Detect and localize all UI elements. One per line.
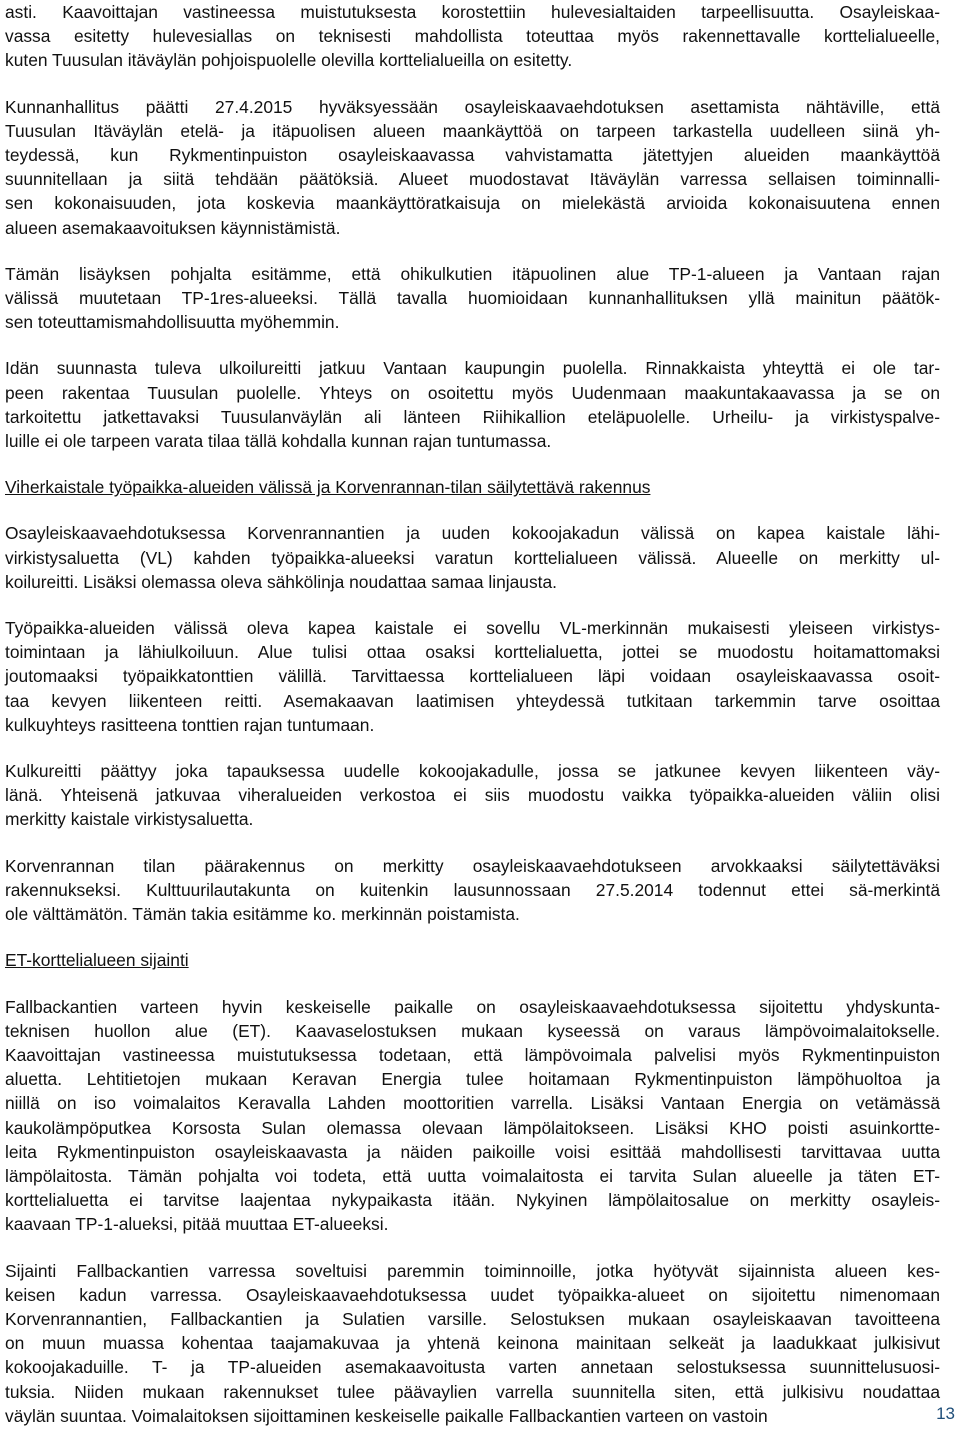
paragraph: [5, 356, 940, 453]
text-line: Korvenrannantien, Fallbackantien ja Sulatien varsille. Selostuksen mukaan osayleiskaavan tavoitteena: [5, 1308, 940, 1329]
text-line: Sijainti Fallbackantien varressa soveltuisi paremmin toiminnoille, jotka hyötyvät sijainnista alueen kes-: [5, 1260, 940, 1281]
text-line: vassa esitetty hulevesiallas on teknisesti mahdollista toteuttaa myös rakennettavalle korttelialueelle,: [5, 26, 940, 47]
text-line: Kunnanhallitus päätti 27.4.2015 hyväksyessään osayleiskaavaehdotuksen asettamista nähtäville, että: [5, 96, 940, 117]
paragraph-gap: [5, 973, 940, 995]
paragraph-gap: [5, 832, 940, 854]
text-line: Osayleiskaavaehdotuksessa Korvenrannantien ja uuden kokoojakadun välissä on kapea kaistale lähi-: [5, 523, 940, 544]
text-line: kaukolämpöputkea Korsosta Sulan olemassa olevaan lämpölaitokseen. Lisäksi KHO poisti asuinkortte-: [5, 1117, 940, 1138]
text-line: keisen kadun varressa. Osayleiskaavaehdotuksessa uudet työpaikka-alueet on sijoitettu nimenomaan: [5, 1284, 940, 1305]
paragraph-gap: [5, 926, 940, 948]
section-heading: [5, 948, 940, 972]
paragraph-gap: [5, 1237, 940, 1259]
text-line: teknisen huollon alue (ET). Kaavaselostuksen mukaan kyseessä on varaus lämpövoimalaitokselle.: [5, 1020, 940, 1041]
text-line: kulkuyhteys rasitteena tonttien rajan tuntumaan.: [5, 714, 375, 735]
section-heading-text: ET-korttelialueen sijainti: [5, 950, 189, 971]
text-line: Tämän lisäyksen pohjalta esitämme, että ohikulkutien itäpuolinen alue TP-1-alueen ja Vantaan rajan: [5, 263, 940, 284]
text-line: kuten Tuusulan itäväylän pohjoispuolelle olevilla korttelialueilla on esitetty.: [5, 50, 573, 71]
section-heading: [5, 475, 940, 499]
text-line: Kulkureitti päättyy joka tapauksessa uudelle kokoojakadulle, jossa se jatkunee kevyen liikenteen väy-: [5, 761, 940, 782]
text-line: toimintaan ja lähiulkoiluun. Alue tulisi ottaa osaksi korttelialuetta, jottei se muodostu hoitamattomaksi: [5, 642, 940, 663]
text-line: välissä muutetaan TP-1res-alueeksi. Tällä tavalla huomioidaan kunnanhallituksen yllä mainitun päätök-: [5, 288, 940, 309]
paragraph-gap: [5, 737, 940, 759]
text-line: leita Rykmentinpuiston osayleiskaavasta ja näiden paikoille voisi esittää mahdollisesti tarvittavaa uutta: [5, 1141, 940, 1162]
text-line: Idän suunnasta tuleva ulkoilureitti jatkuu Vantaan kaupungin puolella. Rinnakkaista yhteyttä ei ole tar-: [5, 358, 940, 379]
paragraph: [5, 1259, 940, 1428]
paragraph-gap: [5, 499, 940, 521]
text-line: korttelialuetta ei tarvitse laajentaa nykypaikasta itään. Nykyinen lämpölaitosalue on merkitty osayleis-: [5, 1190, 940, 1211]
paragraph-gap: [5, 73, 940, 95]
text-line: taa kevyen liikenteen reitti. Asemakaavan laatimisen yhteydessä tutkitaan tarkemmin tarve osoittaa: [5, 690, 940, 711]
text-line: suunnitellaan ja siitä tehdään päätöksiä. Alueet muodostavat Itäväylän varressa sellaisen toiminnalli-: [5, 169, 940, 190]
section-heading-text: Viherkaistale työpaikka-alueiden välissä ja Korvenrannan-tilan säilytettävä rakennus: [5, 477, 651, 498]
document-page: [5, 0, 940, 1428]
paragraph: [5, 995, 940, 1237]
text-line: tuksia. Niiden mukaan rakennukset tulee päävaylien varrella suunnitella siten, että julkisivu noudattaa: [5, 1381, 940, 1402]
paragraph-gap: [5, 240, 940, 262]
paragraph: [5, 0, 940, 73]
text-line: peen rakentaa Tuusulan puolelle. Yhteys on osoitettu myös Uudenmaan maakuntakaavassa ja se on: [5, 382, 940, 403]
text-line: kaavaan TP-1-alueksi, pitää muuttaa ET-alueeksi.: [5, 1214, 389, 1235]
text-line: Fallbackantien varteen hyvin keskeiselle paikalle on osayleiskaavaehdotuksessa sijoitettu yhdyskunta-: [5, 996, 940, 1017]
paragraph: [5, 95, 940, 240]
text-line: alueen asemakaavoituksen käynnistämistä.: [5, 217, 341, 238]
text-line: virkistysaluetta (VL) kahden työpaikka-alueeksi varatun korttelialueen välissä. Alueelle on merkitty ul-: [5, 547, 940, 568]
text-line: länä. Yhteisenä jatkuvaa viheralueiden verkostoa ei siis muodostu vaikka työpaikka-alueiden väliin olisi: [5, 785, 940, 806]
text-line: lämpölaitosta. Tämän pohjalta voi todeta, että uutta voimalaitosta ei tarvita Sulan alueelle ja täten ET-: [5, 1165, 940, 1186]
text-line: Kaavoittajan vastineessa muistutuksessa todetaan, että lämpövoimala palvelisi myös Rykmentinpuiston: [5, 1044, 940, 1065]
text-line: niillä on iso voimalaitos Keravalla Lahden moottoritien varrella. Lisäksi Vantaan Energia on vetämässä: [5, 1093, 940, 1114]
paragraph: [5, 521, 940, 594]
text-line: rakennukseksi. Kulttuurilautakunta on kuitenkin lausunnossaan 27.5.2014 todennut ettei sä-merkintä: [5, 879, 940, 900]
text-line: kokoojakaduille. T- ja TP-alueiden asemakaavoitusta varten annetaan selostuksessa suunnittelusuosi-: [5, 1357, 940, 1378]
text-line: tarkoitettu jatkettavaksi Tuusulanväylän ali länteen Riihikallion eteläpuolelle. Urheilu- ja virkistyspalve-: [5, 406, 940, 427]
paragraph: [5, 262, 940, 335]
text-line: Työpaikka-alueiden välissä oleva kapea kaistale ei sovellu VL-merkinnän mukaisesti yleiseen virkistys-: [5, 618, 940, 639]
text-line: merkitty kaistale virkistysaluetta.: [5, 809, 254, 830]
text-line: sen toteuttamismahdollisuutta myöhemmin.: [5, 312, 340, 333]
text-line: väylän suuntaa. Voimalaitoksen sijoittaminen keskeiselle paikalle Fallbackantien varteen on vastoin: [5, 1405, 768, 1426]
paragraph-gap: [5, 453, 940, 475]
text-line: teydessä, kun Rykmentinpuiston osayleiskaavassa vahvistamatta jätettyjen alueiden maankäyttöä: [5, 145, 940, 166]
paragraph: [5, 854, 940, 927]
paragraph-gap: [5, 594, 940, 616]
text-line: sen kokonaisuuden, jota koskevia maankäyttöratkaisuja on mielekästä arvioida kokonaisuutena ennen: [5, 193, 940, 214]
text-line: ole välttämätön. Tämän takia esitämme ko. merkinnän poistamista.: [5, 904, 520, 925]
text-line: koilureitti. Lisäksi olemassa oleva sähkölinja noudattaa samaa linjausta.: [5, 571, 557, 592]
text-line: on muun muassa kohentaa taajamakuvaa ja yhtenä keinona mainitaan selkeät ja laadukkaat julkisivut: [5, 1333, 940, 1354]
paragraph-gap: [5, 334, 940, 356]
page-number: 13: [936, 1404, 955, 1423]
text-line: asti. Kaavoittajan vastineessa muistutuksesta korostettiin hulevesialtaiden tarpeellisuutta. Osayleiskaa-: [5, 2, 940, 22]
text-line: Tuusulan Itäväylän etelä- ja itäpuolisen alueen maankäyttöä on tarpeen tarkastella uudelleen siinä yh-: [5, 120, 940, 141]
text-line: aluetta. Lehtitietojen mukaan Keravan Energia tulee hoitamaan Rykmentinpuiston lämpöhuoltoa ja: [5, 1069, 940, 1090]
text-line: Korvenrannan tilan päärakennus on merkitty osayleiskaavaehdotukseen arvokkaaksi säilytettäväksi: [5, 855, 940, 876]
text-line: joutomaaksi työpaikkatonttien välillä. Tarvittaessa korttelialueen läpi voidaan osayleiskaavassa osoit-: [5, 666, 940, 687]
text-line: luille ei ole tarpeen varata tilaa tällä kohdalla kunnan rajan tuntumassa.: [5, 431, 552, 452]
paragraph: [5, 759, 940, 832]
paragraph: [5, 616, 940, 737]
